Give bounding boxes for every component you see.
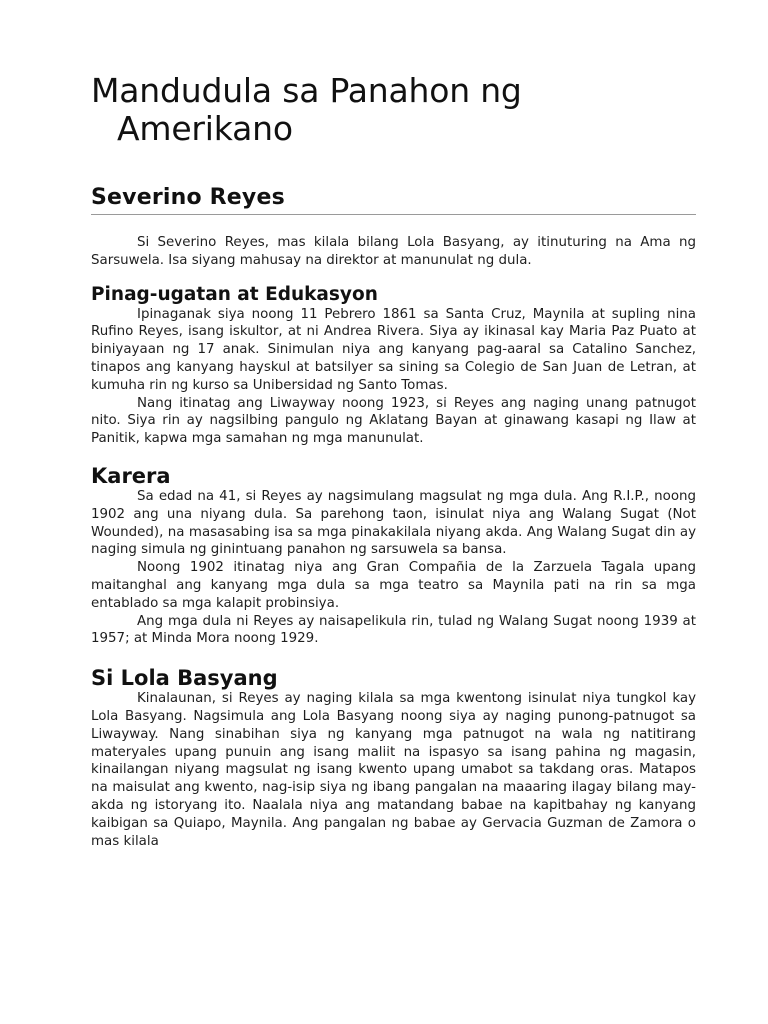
document-page — [91, 72, 696, 850]
section-paragraph: Noong 1902 itinatag niya ang Gran Compañia de la Zarzuela Tagala upang maitanghal ang kanyang mga dula sa mga teatro sa Maynila pati na rin sa mga entablado sa mga kalapit probinsiya. — [91, 560, 696, 611]
section-heading: Karera — [91, 463, 171, 488]
section-lola-basyang — [91, 666, 696, 850]
section-paragraph: Sa edad na 41, si Reyes ay nagsimulang magsulat ng mga dula. Ang R.I.P., noong 1902 ang una niyang dula. Sa parehong taon, isinulat niya ang Walang Sugat (Not Wounded), na masasabing isa sa mga pinakakilala niyang akda. Ang Walang Sugat din ay naging simula ng ginintuang panahon ng sarsuwela sa bansa. — [91, 488, 696, 558]
document-title-line2: Amerikano — [117, 109, 293, 148]
section-paragraph: Ipinaganak siya noong 11 Pebrero 1861 sa Santa Cruz, Maynila at supling nina Rufino Reyes, isang iskultor, at ni Andrea Rivera. Siya ay ikinasal kay Maria Paz Puato at biniyayaan ng 17 anak. Sinimulan niya ang kanyang pag-aaral sa Catalino Sanchez, tinapos ang kanyang hayskul at batsilyer sa sining sa Colegio de San Juan de Letran, at kumuha rin ng kurso sa Unibersidad ng Santo Tomas. — [91, 306, 696, 393]
section-paragraph: Kinalaunan, si Reyes ay naging kilala sa mga kwentong isinulat niya tungkol kay Lola Basyang. Nagsimula ang Lola Basyang noong siya ay naging punong-patnugot sa Liwayway. Nang sinabihan siya ng kanyang mga patnugot na wala ng natitirang materyales upang punuin ang isang maliit na ispasyo sa isang pahina ng magasin, kinailangan niyang magsulat ng isang kwento upang umabot sa takdang oras. Matapos na maisulat ang kwento, nag-isip siya ng ibang pangalan na maaaring ilagay bilang may-akda ng istoryang ito. Naalala niya ang matandang babae na kapitbahay ng kanyang kaibigan sa Quiapo, Maynila. Ang pangalan ng babae ay Gervacia Guzman de Zamora o mas kilala — [91, 691, 696, 849]
section-heading: Pinag-ugatan at Edukasyon — [91, 283, 378, 305]
section-pinag-ugatan — [91, 284, 696, 448]
section-heading: Si Lola Basyang — [91, 666, 278, 691]
document-title-line1: Mandudula sa Panahon ng — [91, 71, 522, 110]
main-heading: Severino Reyes — [91, 185, 696, 215]
section-paragraph: Ang mga dula ni Reyes ay naisapelikula rin, tulad ng Walang Sugat noong 1939 at 1957; at Minda Mora noong 1929. — [91, 613, 696, 647]
intro-paragraph: Si Severino Reyes, mas kilala bilang Lola Basyang, ay itinuturing na Ama ng Sarsuwela. Isa siyang mahusay na direktor at manunulat ng dula. — [91, 235, 696, 268]
section-karera — [91, 464, 696, 648]
section-paragraph: Nang itinatag ang Liwayway noong 1923, si Reyes ang naging unang patnugot nito. Siya rin ay nagsilbing pangulo ng Aklatang Bayan at ginawang kasapi ng Ilaw at Panitik, kapwa mga samahan ng mga manunulat. — [91, 395, 696, 447]
document-title — [91, 72, 696, 148]
